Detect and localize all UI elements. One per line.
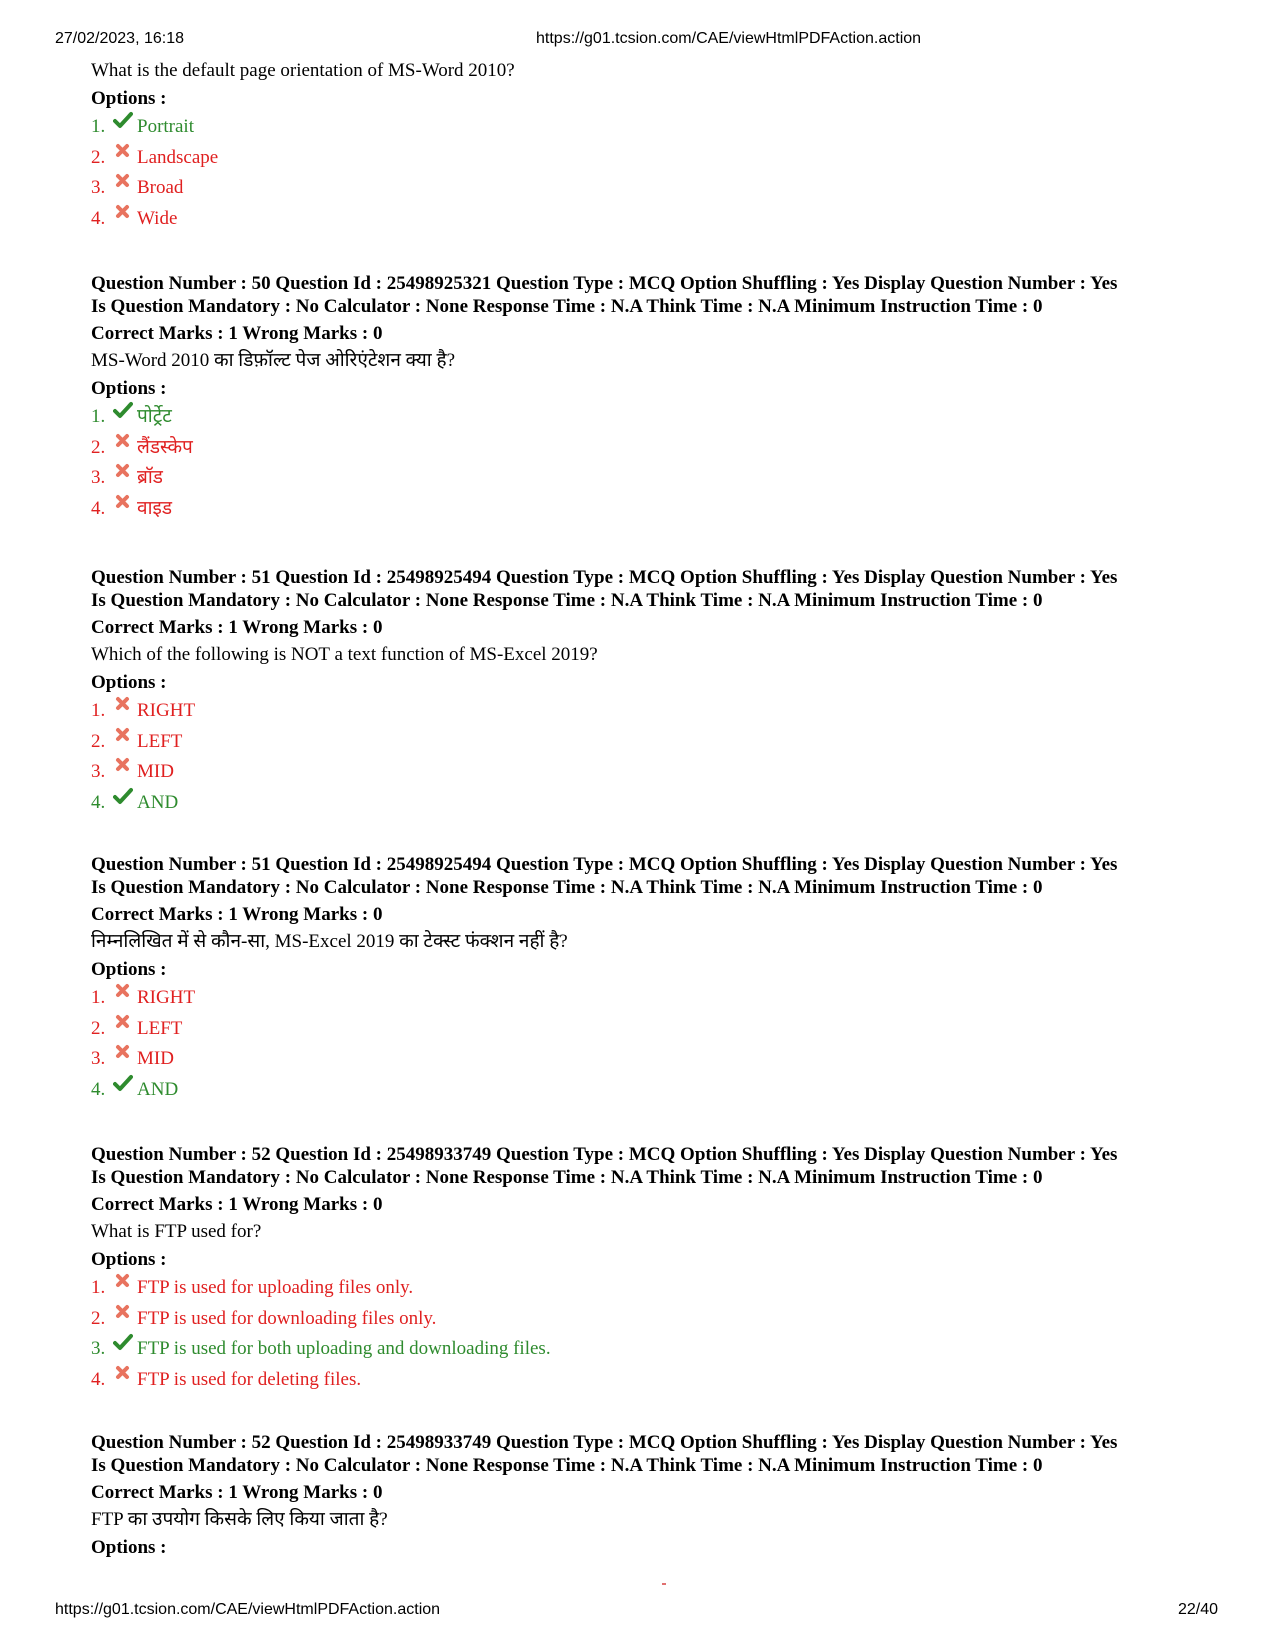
check-icon [113,1074,135,1092]
options-label: Options : [91,1249,167,1270]
cross-icon [113,982,135,1000]
option-number: 4. [91,1368,106,1390]
cross-icon [113,462,135,480]
question-block-4 [91,1143,1221,1398]
option-number: 1. [91,406,106,427]
option-text: लैंडस्केप [137,436,193,458]
check-icon [113,111,135,129]
option-item [91,497,1221,528]
option-text: FTP is used for uploading files only. [137,1277,414,1298]
options-list [91,405,1221,527]
question-meta-line-2: Is Question Mandatory : No Calculator : None Response Time : N.A Think Time : N.A Minimum Instruction Time : 0 [91,296,1043,317]
option-number: 3. [91,1338,106,1359]
option-text: Portrait [137,116,194,137]
option-text: AND [137,791,179,813]
option-text: AND [137,1078,179,1100]
option-item [91,1337,1221,1368]
option-item [91,791,1221,822]
option-text: MID [137,761,174,782]
page-number: 22/40 [1178,1601,1219,1618]
option-item [91,207,1221,238]
options-list [91,986,1221,1108]
option-item [91,436,1221,467]
option-text: LEFT [137,1017,183,1039]
cross-icon [113,1364,135,1382]
option-item [91,466,1221,497]
question-text: FTP का उपयोग किसके लिए किया जाता है? [91,1509,388,1530]
option-item [91,1368,1221,1399]
check-icon [113,401,135,419]
option-text: वाइड [137,497,172,519]
option-text: FTP is used for downloading files only. [137,1307,437,1329]
cross-icon [113,1043,135,1061]
cross-icon [113,1013,135,1031]
question-block-5 [91,1431,1221,1559]
cross-icon [113,1303,135,1321]
option-item [91,1017,1221,1048]
question-meta-line-1: Question Number : 52 Question Id : 25498933749 Question Type : MCQ Option Shuffling : Yes Display Question Number : Yes [91,1432,1118,1453]
option-text: FTP is used for deleting files. [137,1368,362,1390]
cross-icon [113,695,135,713]
question-meta-line-2: Is Question Mandatory : No Calculator : None Response Time : N.A Think Time : N.A Minimum Instruction Time : 0 [91,590,1043,611]
options-label: Options : [91,1537,167,1558]
print-datetime: 27/02/2023, 16:18 [55,30,185,47]
option-text: Broad [137,177,184,198]
check-icon [113,1333,135,1351]
question-marks: Correct Marks : 1 Wrong Marks : 0 [91,323,383,344]
question-marks: Correct Marks : 1 Wrong Marks : 0 [91,1482,383,1503]
option-item [91,1047,1221,1078]
check-icon [113,787,135,805]
question-block-3 [91,853,1221,1108]
cross-icon [113,172,135,190]
option-number: 3. [91,467,106,488]
option-number: 4. [91,497,106,519]
options-list [91,1276,1221,1398]
stray-mark [662,1583,666,1585]
cross-icon [113,493,135,511]
options-label: Options : [91,378,167,399]
cross-icon [113,726,135,744]
options-list [91,699,1221,821]
option-text: LEFT [137,730,183,752]
option-number: 2. [91,1017,106,1039]
option-text: Wide [137,207,178,229]
option-text: पोर्ट्रेट [137,406,172,427]
option-text: RIGHT [137,987,196,1008]
option-number: 4. [91,207,106,229]
option-number: 3. [91,177,106,198]
option-item [91,176,1221,207]
option-number: 1. [91,116,106,137]
option-number: 1. [91,1277,106,1298]
option-text: MID [137,1048,174,1069]
option-item [91,1078,1221,1109]
option-item [91,760,1221,791]
question-text: Which of the following is NOT a text function of MS-Excel 2019? [91,644,598,665]
option-number: 4. [91,1078,106,1100]
question-block-0 [91,59,1221,237]
option-text: RIGHT [137,700,196,721]
option-item [91,405,1221,436]
option-number: 2. [91,436,106,458]
question-meta-line-1: Question Number : 51 Question Id : 25498925494 Question Type : MCQ Option Shuffling : Yes Display Question Number : Yes [91,567,1118,588]
option-number: 2. [91,1307,106,1329]
option-number: 2. [91,146,106,168]
options-label: Options : [91,88,167,109]
option-number: 4. [91,791,106,813]
question-meta-line-2: Is Question Mandatory : No Calculator : None Response Time : N.A Think Time : N.A Minimum Instruction Time : 0 [91,1167,1043,1188]
question-block-2 [91,566,1221,821]
question-marks: Correct Marks : 1 Wrong Marks : 0 [91,617,383,638]
option-number: 3. [91,761,106,782]
option-item [91,115,1221,146]
options-label: Options : [91,959,167,980]
option-item [91,1307,1221,1338]
footer-url: https://g01.tcsion.com/CAE/viewHtmlPDFAction.action [55,1601,441,1618]
question-text: What is FTP used for? [91,1221,262,1242]
options-label: Options : [91,672,167,693]
option-number: 1. [91,700,106,721]
option-text: FTP is used for both uploading and downloading files. [137,1338,551,1359]
option-text: Landscape [137,146,219,168]
cross-icon [113,432,135,450]
question-meta-line-2: Is Question Mandatory : No Calculator : None Response Time : N.A Think Time : N.A Minimum Instruction Time : 0 [91,877,1043,898]
option-text: ब्रॉड [137,467,163,488]
option-item [91,146,1221,177]
question-block-1 [91,272,1221,527]
question-text: MS-Word 2010 का डिफ़ॉल्ट पेज ओरिएंटेशन क्या है? [91,350,456,371]
question-marks: Correct Marks : 1 Wrong Marks : 0 [91,904,383,925]
question-text: निम्नलिखित में से कौन-सा, MS-Excel 2019 का टेक्स्ट फंक्शन नहीं है? [91,931,568,952]
question-meta-line-2: Is Question Mandatory : No Calculator : None Response Time : N.A Think Time : N.A Minimum Instruction Time : 0 [91,1455,1043,1476]
cross-icon [113,203,135,221]
option-item [91,699,1221,730]
cross-icon [113,756,135,774]
option-number: 2. [91,730,106,752]
cross-icon [113,142,135,160]
options-list [91,115,1221,237]
option-item [91,730,1221,761]
option-item [91,1276,1221,1307]
question-meta-line-1: Question Number : 50 Question Id : 25498925321 Question Type : MCQ Option Shuffling : Yes Display Question Number : Yes [91,273,1118,294]
question-marks: Correct Marks : 1 Wrong Marks : 0 [91,1194,383,1215]
header-url: https://g01.tcsion.com/CAE/viewHtmlPDFAction.action [536,30,922,47]
option-item [91,986,1221,1017]
cross-icon [113,1272,135,1290]
question-meta-line-1: Question Number : 52 Question Id : 25498933749 Question Type : MCQ Option Shuffling : Yes Display Question Number : Yes [91,1144,1118,1165]
question-meta-line-1: Question Number : 51 Question Id : 25498925494 Question Type : MCQ Option Shuffling : Yes Display Question Number : Yes [91,854,1118,875]
option-number: 3. [91,1048,106,1069]
option-number: 1. [91,987,106,1008]
question-text: What is the default page orientation of MS-Word 2010? [91,60,515,81]
